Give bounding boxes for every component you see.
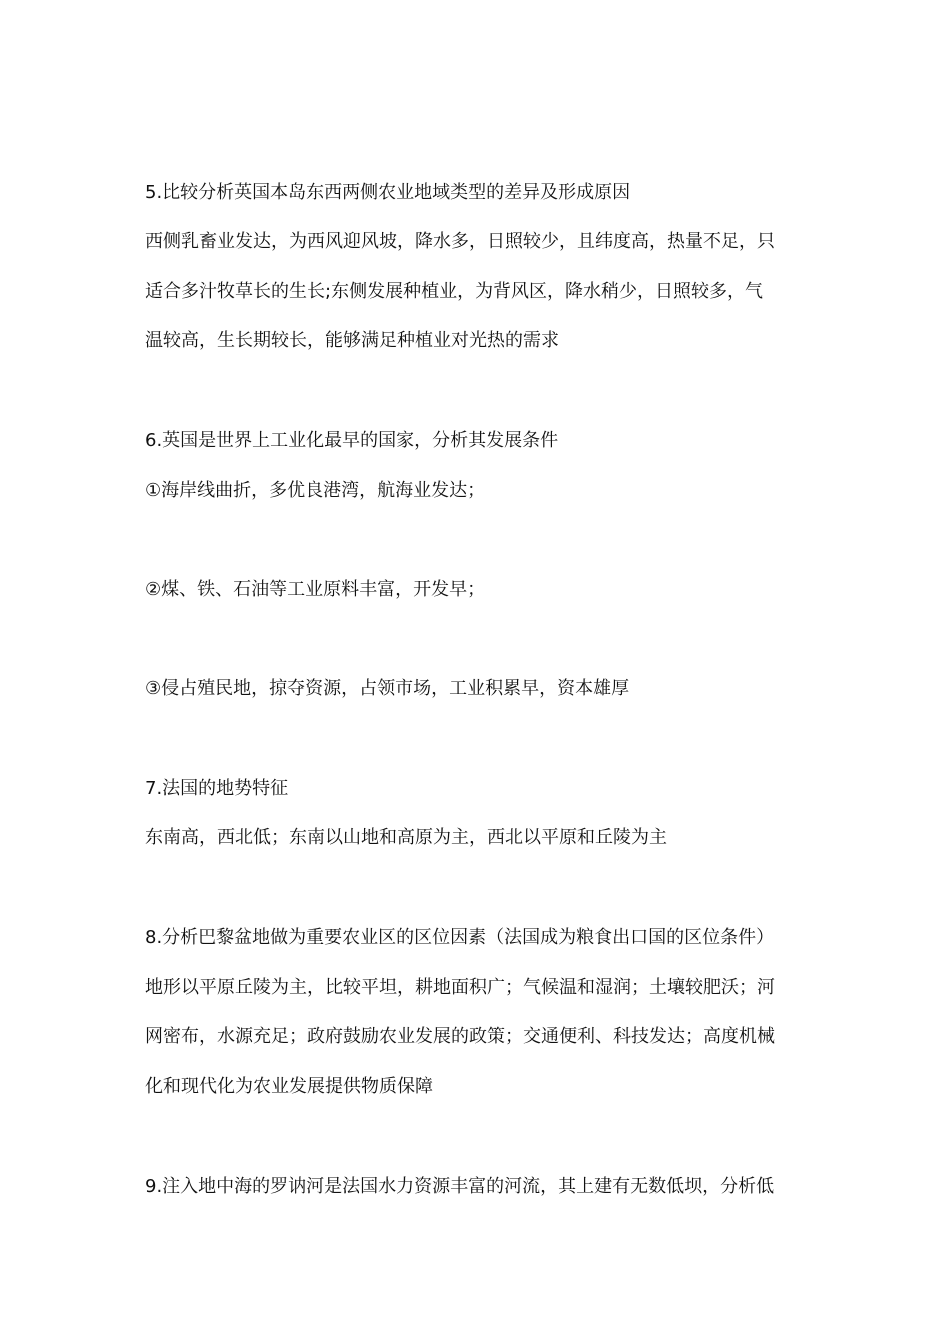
question-8-answer-line-1: 地形以平原丘陵为主，比较平坦，耕地面积广；气候温和湿润；土壤较肥沃；河	[145, 977, 775, 998]
question-5-title: 5.比较分析英国本岛东西两侧农业地域类型的差异及形成原因	[145, 182, 631, 203]
question-5-answer-line-3: 温较高，生长期较长，能够满足种植业对光热的需求	[145, 330, 559, 351]
question-6-title: 6.英国是世界上工业化最早的国家，分析其发展条件	[145, 430, 559, 451]
question-7-answer-line-1: 东南高，西北低；东南以山地和高原为主，西北以平原和丘陵为主	[145, 827, 667, 848]
question-8-answer-line-3: 化和现代化为农业发展提供物质保障	[145, 1076, 433, 1097]
question-6-point-1: ①海岸线曲折，多优良港湾，航海业发达；	[145, 480, 486, 501]
question-5-answer-line-1: 西侧乳畜业发达，为西风迎风坡，降水多，日照较少，且纬度高，热量不足，只	[145, 231, 775, 252]
question-9-title: 9.注入地中海的罗讷河是法国水力资源丰富的河流，其上建有无数低坝，分析低	[145, 1176, 775, 1197]
question-8-answer-line-2: 网密布，水源充足；政府鼓励农业发展的政策；交通便利、科技发达；高度机械	[145, 1026, 775, 1047]
question-6-point-3: ③侵占殖民地，掠夺资源，占领市场，工业积累早，资本雄厚	[145, 678, 630, 699]
question-6-point-2: ②煤、铁、石油等工业原料丰富，开发早；	[145, 579, 486, 600]
question-5-answer-line-2: 适合多汁牧草长的生长;东侧发展种植业，为背风区，降水稍少，日照较多，气	[145, 281, 764, 302]
question-7-title: 7.法国的地势特征	[145, 778, 289, 799]
question-8-title: 8.分析巴黎盆地做为重要农业区的区位因素（法国成为粮食出口国的区位条件）	[145, 927, 775, 948]
